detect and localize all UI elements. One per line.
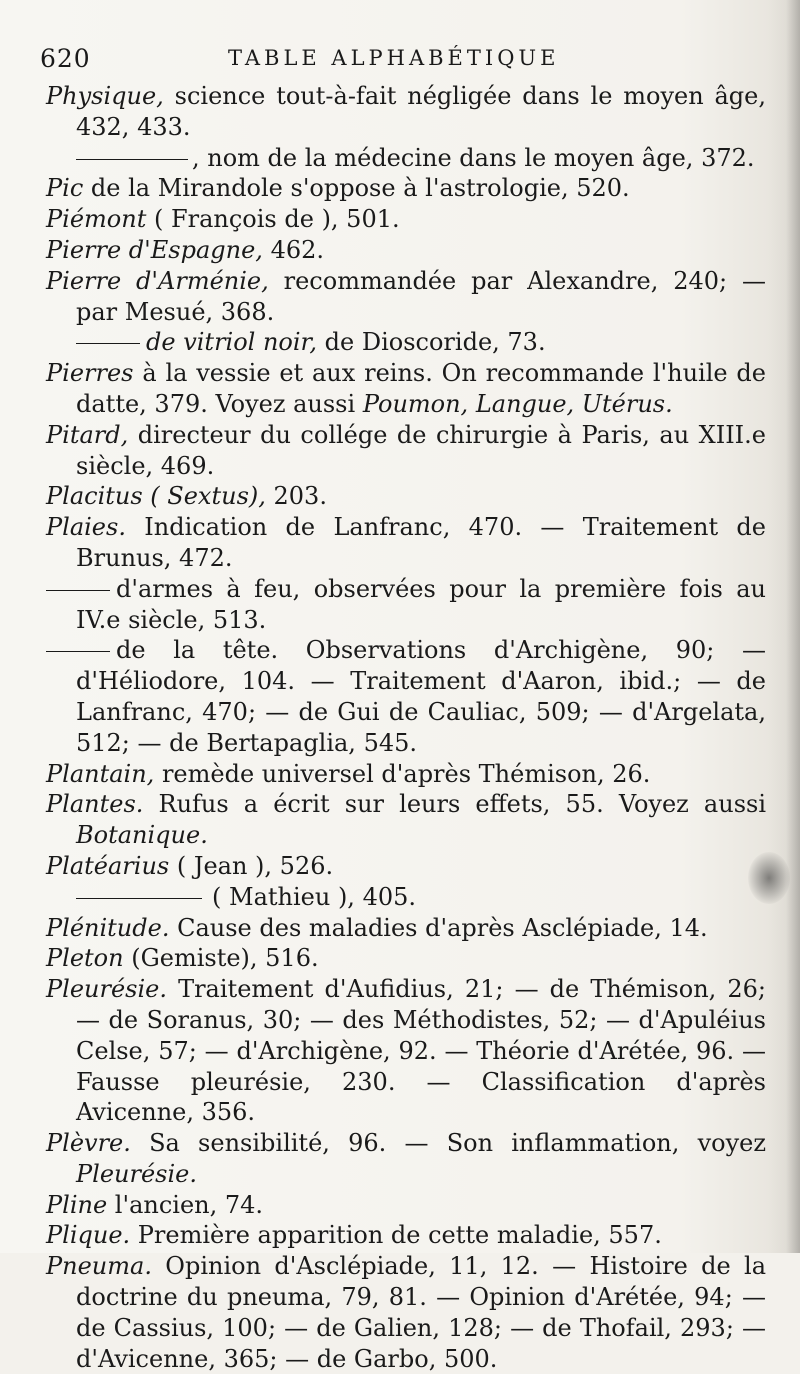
index-entry xyxy=(46,1251,766,1374)
entry-text: l'ancien, 74. xyxy=(107,1190,264,1219)
entry-text: science tout-à-fait négligée dans le moyen âge, 432, 433. xyxy=(76,82,766,141)
ditto-dash xyxy=(76,898,202,899)
index-entry xyxy=(46,974,766,1128)
entry-text: de Dioscoride, 73. xyxy=(317,328,546,357)
ditto-dash xyxy=(46,590,110,591)
entry-text: ( François de ), 501. xyxy=(146,205,400,234)
entry-text: , nom de la médecine dans le moyen âge, 372. xyxy=(192,143,755,172)
index-entry xyxy=(46,358,766,420)
index-entry xyxy=(46,943,766,974)
entry-text: Cause des maladies d'après Asclépiade, 14. xyxy=(169,913,708,942)
cross-references: Botanique. xyxy=(76,821,208,850)
index-entry xyxy=(46,420,766,482)
index-subentry xyxy=(46,574,766,636)
entry-text: ( Mathieu ), 405. xyxy=(212,882,416,911)
entry-text: Indication de Lanfranc, 470. — Traitement de Brunus, 472. xyxy=(76,513,766,572)
index-entry xyxy=(46,173,766,204)
index-entry xyxy=(46,235,766,266)
running-title: TABLE ALPHABÉTIQUE xyxy=(228,46,560,70)
entry-text: de la Mirandole s'oppose à l'astrologie, 520. xyxy=(83,174,630,203)
entry-head: Piémont xyxy=(46,205,147,234)
entry-head: Pleton xyxy=(46,944,124,973)
page-header xyxy=(40,40,760,80)
entry-text: Opinion d'Asclépiade, 11, 12. — Histoire de la doctrine du pneuma, 79, 81. — Opinion d'Arétée, 94; — de Cassius, 100; — de Galien, 128; — de Thofail, 293; — d'Avicenne, 365; — de Garbo, 500. xyxy=(76,1252,766,1373)
page-gutter-shadow xyxy=(786,0,800,1253)
index-subentry xyxy=(46,882,766,913)
entry-head: Physique, xyxy=(46,82,164,110)
index-entry xyxy=(46,1128,766,1190)
entry-text: remède universel d'après Thémison, 26. xyxy=(154,759,651,788)
index-entries xyxy=(46,81,766,1374)
ditto-dash xyxy=(76,159,188,160)
entry-text: Première apparition de cette maladie, 557. xyxy=(130,1221,662,1250)
entry-head: Plantes. xyxy=(46,790,144,819)
index-entry xyxy=(46,1190,766,1221)
index-entry xyxy=(46,851,766,882)
entry-head: Plique. xyxy=(46,1221,131,1250)
entry-head: Pitard, xyxy=(46,420,129,449)
entry-head: Pleurésie. xyxy=(46,975,167,1004)
entry-head: Pierre d'Arménie, xyxy=(46,266,269,295)
index-entry xyxy=(46,789,766,851)
index-entry xyxy=(46,759,766,790)
ditto-dash xyxy=(46,651,110,652)
entry-text: Sa sensibilité, 96. — Son inflammation, voyez xyxy=(130,1129,766,1158)
entry-text: 462. xyxy=(262,235,325,264)
entry-text: directeur du collége de chirurgie à Paris, au XIII.e siècle, 469. xyxy=(76,420,766,480)
entry-text: Rufus a écrit sur leurs effets, 55. Voyez aussi xyxy=(143,790,766,819)
index-subentry xyxy=(46,327,766,358)
entry-text: 203. xyxy=(265,482,327,511)
index-subentry xyxy=(46,143,766,174)
entry-head: Platéarius xyxy=(46,851,170,880)
entry-head: Pic xyxy=(46,174,84,203)
subentry-head: de vitriol noir, xyxy=(146,328,318,357)
entry-text: de la tête. Observations d'Archigène, 90; — d'Héliodore, 104. — Traitement d'Aaron, ibid.; — de Lanfranc, 470; — de Gui de Cauliac, 509; — d'Argelata, 512; — de Bertapaglia, 545. xyxy=(76,636,766,757)
index-entry xyxy=(46,481,766,512)
cross-references: Pleurésie. xyxy=(76,1159,197,1188)
index-entry xyxy=(46,204,766,235)
entry-head: Plaies. xyxy=(46,513,126,542)
entry-text: à la vessie et aux reins. On recommande l'huile de datte, 379. Voyez aussi xyxy=(76,359,766,418)
entry-head: Pline xyxy=(46,1190,108,1219)
index-entry xyxy=(46,81,766,143)
entry-head: Plèvre. xyxy=(46,1129,131,1158)
entry-head: Placitus ( Sextus), xyxy=(46,482,266,511)
index-entry xyxy=(46,266,766,328)
cross-references: Poumon, Langue, Utérus. xyxy=(362,389,673,418)
page-number: 620 xyxy=(40,44,91,73)
entry-text: recommandée par Alexandre, 240; — par Mesué, 368. xyxy=(76,266,766,326)
entry-text: ( Jean ), 526. xyxy=(169,851,334,880)
entry-head: Pneuma. xyxy=(46,1252,152,1281)
entry-head: Plantain, xyxy=(46,759,155,788)
ditto-dash xyxy=(76,343,140,344)
index-entry xyxy=(46,512,766,574)
entry-text: (Gemiste), 516. xyxy=(123,944,319,973)
entry-head: Pierres xyxy=(46,359,134,388)
index-subentry xyxy=(46,635,766,758)
entry-head: Pierre d'Espagne, xyxy=(46,235,263,264)
entry-text: Traitement d'Aufidius, 21; — de Thémison, 26; — de Soranus, 30; — des Méthodistes, 52; — d'Apuléius Celse, 57; — d'Archigène, 92. — Théorie d'Arétée, 96. — Fausse pleurésie, 230. — Classification d'après Avicenne, 356. xyxy=(76,975,766,1127)
index-entry xyxy=(46,913,766,944)
entry-text: d'armes à feu, observées pour la première fois au IV.e siècle, 513. xyxy=(76,574,766,634)
index-entry xyxy=(46,1220,766,1251)
entry-head: Plénitude. xyxy=(46,913,170,942)
